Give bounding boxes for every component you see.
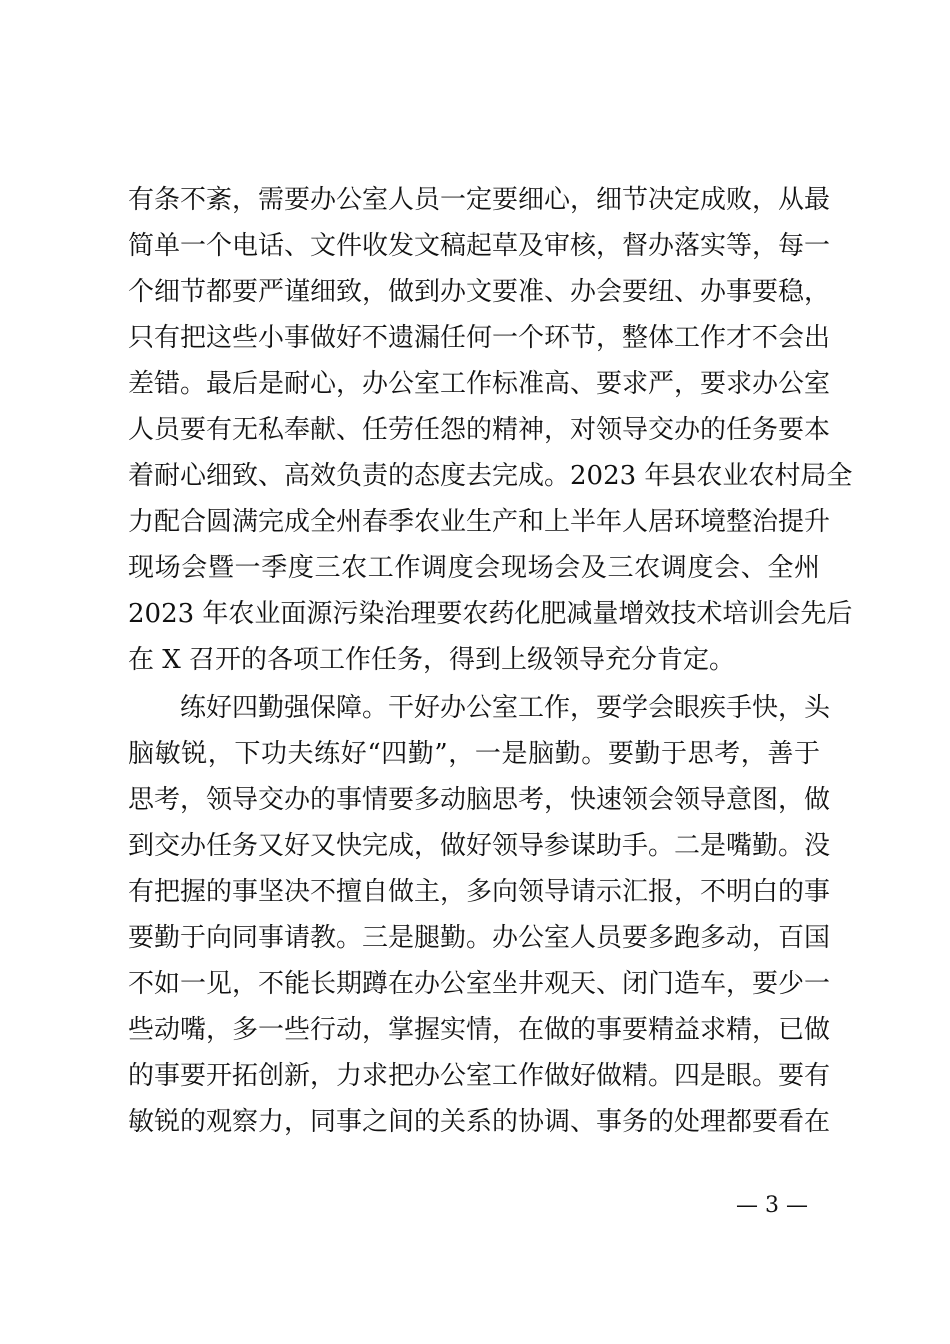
text-line-11: 在 X 召开的各项工作任务，得到上级领导充分肯定。 — [128, 645, 736, 675]
text-line-17: 要勤于向同事请教。三是腿勤。办公室人员要多跑多动，百国 — [128, 923, 831, 953]
text-line-13: 脑敏锐，下功夫练好“四勤”，一是脑勤。要勤于思考，善于 — [128, 739, 820, 769]
text-line-18: 不如一见，不能长期蹲在办公室坐井观天、闭门造车，要少一 — [128, 969, 831, 999]
text-line-1: 有条不紊，需要办公室人员一定要细心，细节决定成败，从最 — [128, 185, 831, 215]
text-line-7: 着耐心细致、高效负责的态度去完成。2023 年县农业农村局全 — [128, 461, 853, 491]
text-line-2: 简单一个电话、文件收发文稿起草及审核，督办落实等，每一 — [128, 231, 831, 261]
text-line-16: 有把握的事坚决不擅自做主，多向领导请示汇报，不明白的事 — [128, 877, 831, 907]
text-line-5: 差错。最后是耐心，办公室工作标准高、要求严，要求办公室 — [128, 369, 831, 399]
page-number: — 3 — — [736, 1193, 808, 1218]
text-line-20: 的事要开拓创新，力求把办公室工作做好做精。四是眼。要有 — [128, 1061, 831, 1091]
text-line-19: 些动嘴，多一些行动，掌握实情，在做的事要精益求精，已做 — [128, 1015, 831, 1045]
text-line-10: 2023 年农业面源污染治理要农药化肥减量增效技术培训会先后 — [128, 599, 853, 629]
text-line-4: 只有把这些小事做好不遗漏任何一个环节，整体工作才不会出 — [128, 323, 831, 353]
text-line-14: 思考，领导交办的事情要多动脑思考，快速领会领导意图，做 — [128, 785, 831, 815]
text-line-9: 现场会暨一季度三农工作调度会现场会及三农调度会、全州 — [128, 553, 820, 583]
text-line-12: 练好四勤强保障。干好办公室工作，要学会眼疾手快，头 — [180, 693, 831, 723]
text-line-3: 个细节都要严谨细致，做到办文要准、办会要纽、办事要稳， — [128, 277, 831, 307]
text-line-21: 敏锐的观察力，同事之间的关系的协调、事务的处理都要看在 — [128, 1107, 831, 1137]
text-line-15: 到交办任务又好又快完成，做好领导参谋助手。二是嘴勤。没 — [128, 831, 831, 861]
text-line-6: 人员要有无私奉献、任劳任怨的精神，对领导交办的任务要本 — [128, 415, 831, 445]
text-line-8: 力配合圆满完成全州春季农业生产和上半年人居环境整治提升 — [128, 507, 831, 537]
